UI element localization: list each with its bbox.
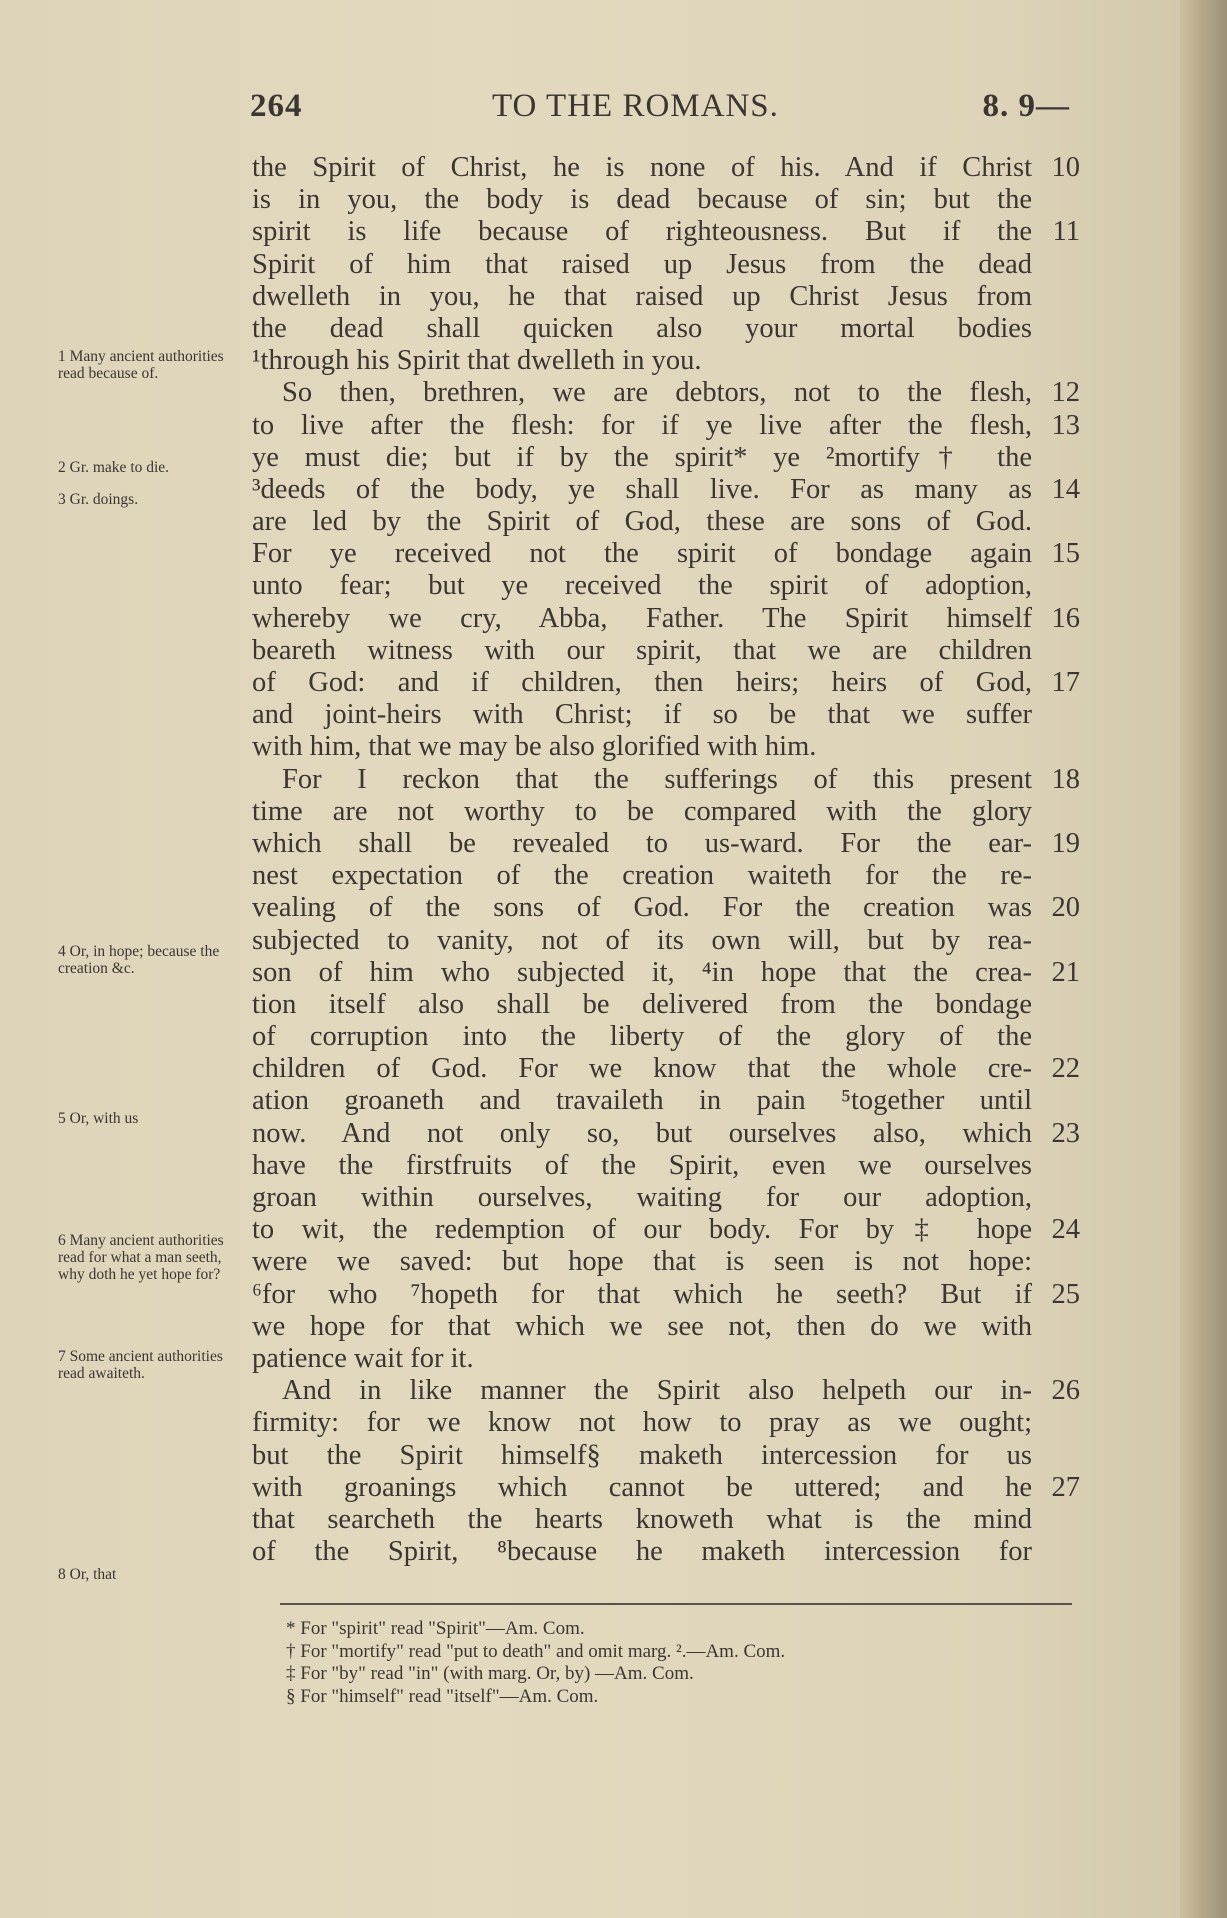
text-line: but the Spirit himself§ maketh intercession for us — [252, 1439, 1032, 1471]
verse-number: 16 — [1051, 602, 1080, 634]
text-line: which shall be revealed to us-ward. For the ear- 19 — [252, 827, 1080, 859]
margin-note: 2 Gr. make to die. — [58, 459, 170, 476]
text-line: is in you, the body is dead because of sin; but the — [252, 184, 1032, 216]
verse-number: 14 — [1051, 473, 1080, 505]
page-number: 264 — [250, 88, 303, 124]
text-line: beareth witness with our spirit, that we are children — [252, 634, 1032, 666]
footnote: † For "mortify" read "put to death" and omit marg. ².—Am. Com. — [286, 1640, 786, 1662]
text-line: dwelleth in you, he that raised up Christ Jesus from — [252, 280, 1032, 312]
text-line: the Spirit of Christ, he is none of his. And if Christ 10 — [252, 152, 1080, 183]
text-line: ¹through his Spirit that dwelleth in you. — [252, 345, 702, 377]
text-line: nest expectation of the creation waiteth for the re- — [252, 860, 1032, 892]
verse-number: 11 — [1052, 216, 1080, 248]
text-line: whereby we cry, Abba, Father. The Spirit himself 16 — [252, 602, 1080, 634]
main-text — [252, 152, 1080, 1568]
text-line: And in like manner the Spirit also helpeth our in- 26 — [282, 1375, 1080, 1407]
text-line: and joint-heirs with Christ; if so be that we suffer — [252, 699, 1032, 731]
text-line: So then, brethren, we are debtors, not to the flesh, 12 — [282, 377, 1080, 409]
margin-note: 3 Gr. doings. — [58, 491, 139, 508]
text-line: For ye received not the spirit of bondage again 15 — [252, 538, 1080, 570]
margin-note: 4 Or, in hope; because the creation &c. — [58, 943, 220, 977]
verse-number: 24 — [1051, 1214, 1080, 1246]
text-line: vealing of the sons of God. For the creation was 20 — [252, 892, 1080, 924]
text-line: ye must die; but if by the spirit* ye ²mortify† the — [252, 441, 1032, 473]
running-header — [250, 88, 1070, 132]
text-line: ³deeds of the body, ye shall live. For as many as 14 — [252, 473, 1080, 505]
text-line: son of him who subjected it, ⁴in hope that the crea- 21 — [252, 956, 1080, 988]
verse-number: 27 — [1051, 1471, 1080, 1503]
margin-note: 8 Or, that — [58, 1566, 117, 1583]
text-line: were we saved: but hope that is seen is not hope: — [252, 1246, 1032, 1278]
text-line: firmity: for we know not how to pray as we ought; — [252, 1407, 1032, 1439]
margin-note: 5 Or, with us — [58, 1110, 139, 1127]
text-line: with groanings which cannot be uttered; and he 27 — [252, 1471, 1080, 1503]
text-line: spirit is life because of righteousness. But if the 11 — [252, 216, 1080, 248]
footnote: * For "spirit" read "Spirit"—Am. Com. — [286, 1618, 585, 1639]
verse-number: 21 — [1051, 956, 1080, 988]
text-line: unto fear; but ye received the spirit of adoption, — [252, 570, 1032, 602]
verse-number: 20 — [1051, 892, 1080, 924]
verse-number: 12 — [1051, 377, 1080, 409]
text-line: of God: and if children, then heirs; heirs of God, 17 — [252, 667, 1080, 698]
text-line: the dead shall quicken also your mortal bodies — [252, 312, 1032, 344]
verse-number: 26 — [1051, 1375, 1080, 1407]
verse-number: 13 — [1051, 409, 1080, 441]
text-line: to live after the flesh: for if ye live after the flesh, 13 — [252, 409, 1080, 441]
running-title: TO THE ROMANS. — [492, 88, 779, 124]
text-line: are led by the Spirit of God, these are sons of God. — [252, 506, 1032, 538]
text-line: ation groaneth and travaileth in pain ⁵together until — [252, 1085, 1032, 1117]
verse-number: 22 — [1051, 1053, 1080, 1085]
verse-number: 25 — [1051, 1278, 1080, 1310]
page-edge — [1180, 0, 1227, 1918]
text-line: have the firstfruits of the Spirit, even we ourselves — [252, 1149, 1032, 1181]
footnote: ‡ For "by" read "in" (with marg. Or, by) —Am. Com. — [286, 1663, 694, 1684]
text-line: children of God. For we know that the whole cre- 22 — [252, 1053, 1080, 1085]
text-line: tion itself also shall be delivered from the bondage — [252, 988, 1032, 1020]
text-line: For I reckon that the sufferings of this present 18 — [282, 763, 1080, 795]
chapter-verse-ref: 8. 9— — [982, 88, 1070, 124]
text-line: time are not worthy to be compared with the glory — [252, 795, 1032, 827]
text-line: subjected to vanity, not of its own will, but by rea- — [252, 924, 1032, 956]
text-line: patience wait for it. — [252, 1342, 474, 1374]
footnotes — [286, 1618, 1086, 1708]
text-line: to wit, the redemption of our body. For by‡ hope 24 — [252, 1214, 1080, 1246]
footnote: § For "himself" read "itself"—Am. Com. — [286, 1685, 599, 1707]
verse-number: 17 — [1051, 667, 1080, 698]
text-line: with him, that we may be also glorified with him. — [252, 731, 817, 763]
verse-number: 23 — [1051, 1117, 1080, 1149]
text-line: that searcheth the hearts knoweth what is the mind — [252, 1503, 1032, 1535]
text-line: we hope for that which we see not, then do we with — [252, 1310, 1032, 1342]
footnote-rule — [280, 1603, 1072, 1605]
verse-number: 19 — [1051, 827, 1080, 859]
margin-note: 1 Many ancient authorities read because of. — [58, 348, 224, 382]
text-line: ⁶for who ⁷hopeth for that which he seeth? But if 25 — [252, 1278, 1080, 1310]
verse-number: 18 — [1051, 763, 1080, 795]
text-line: groan within ourselves, waiting for our adoption, — [252, 1182, 1032, 1213]
text-line: now. And not only so, but ourselves also, which 23 — [252, 1117, 1080, 1149]
text-line: of corruption into the liberty of the glory of the — [252, 1021, 1032, 1053]
margin-note: 6 Many ancient authorities read for what a man seeth, why doth he yet hope for? — [58, 1232, 224, 1283]
verse-number: 10 — [1051, 152, 1080, 183]
verse-number: 15 — [1051, 538, 1080, 570]
margin-note: 7 Some ancient authorities read awaiteth. — [58, 1348, 223, 1382]
text-line: Spirit of him that raised up Jesus from the dead — [252, 248, 1032, 280]
text-line: of the Spirit, ⁸because he maketh intercession for — [252, 1536, 1032, 1568]
